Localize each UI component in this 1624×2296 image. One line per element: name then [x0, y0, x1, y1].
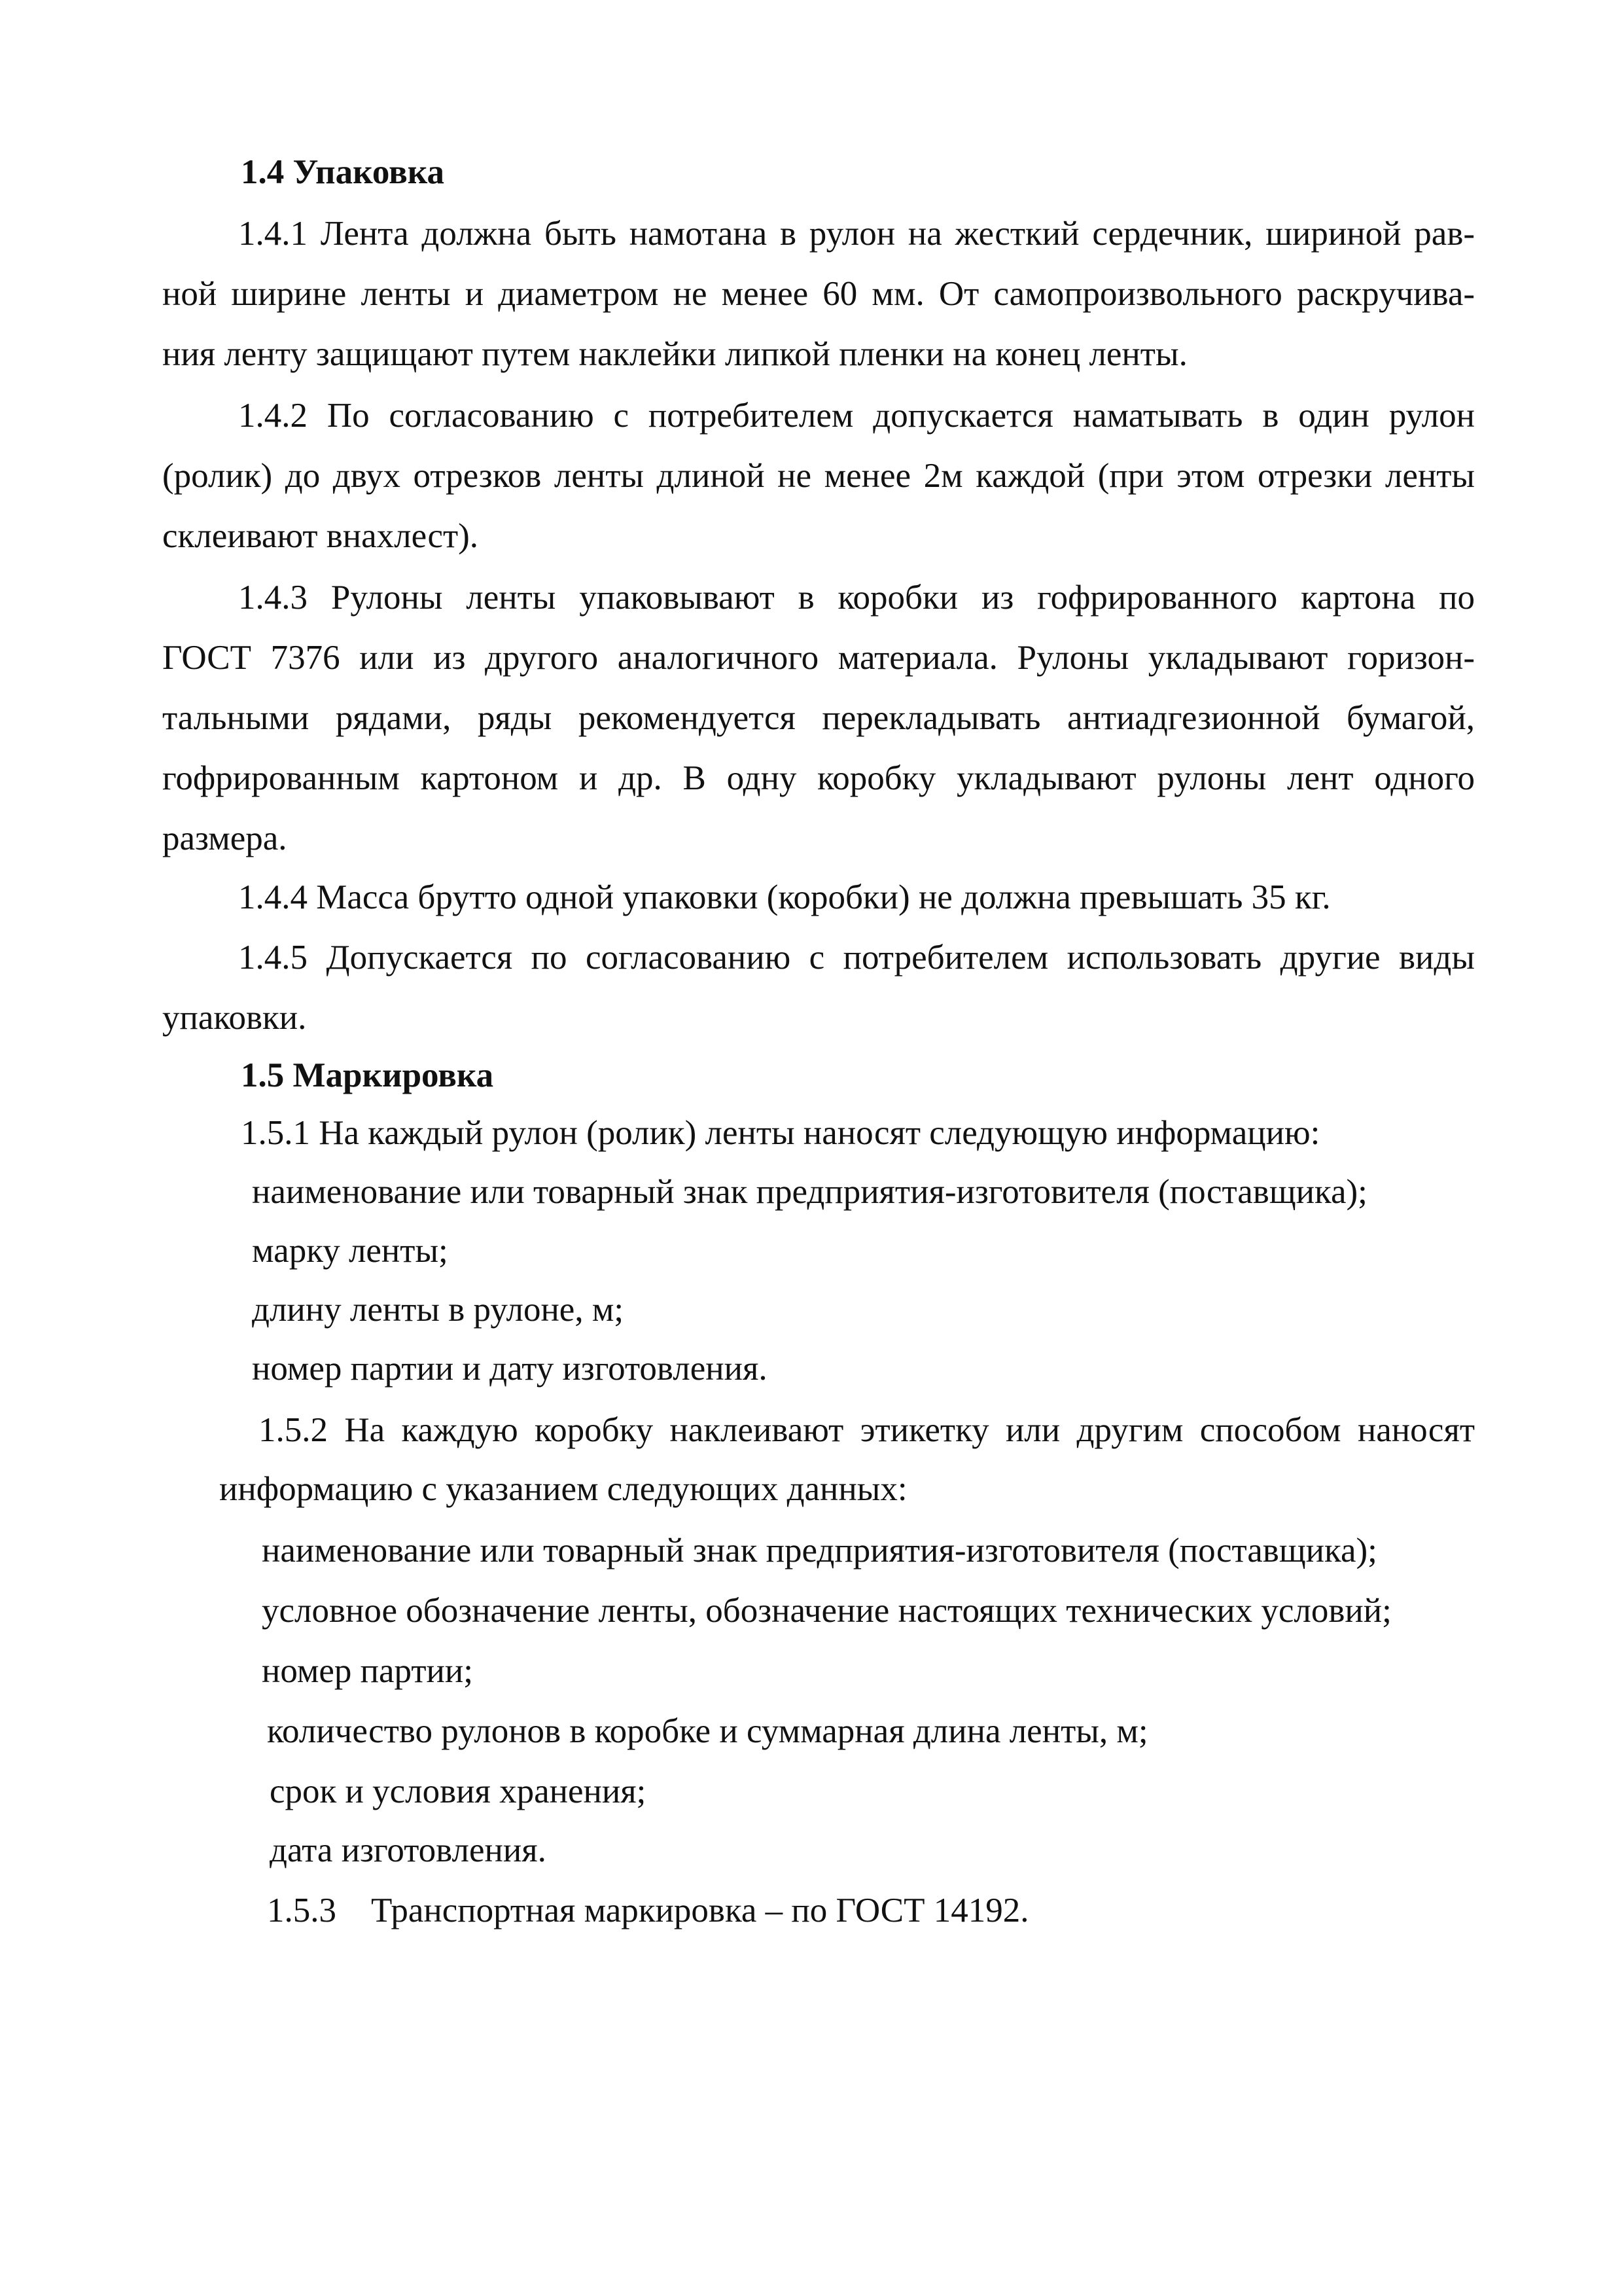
list-item-1-5-2-6: дата изготовления. [270, 1831, 546, 1869]
list-item-1-5-2-2: условное обозначение ленты, обозначение настоящих технических условий; [262, 1592, 1392, 1630]
paragraph-1-4-3-line-1: 1.4.3 Рулоны ленты упаковывают в коробки из гофрированного картона по [238, 579, 1475, 617]
paragraph-1-5-3: 1.5.3 Транспортная маркировка – по ГОСТ 14192. [267, 1892, 1029, 1929]
paragraph-1-4-4: 1.4.4 Масса брутто одной упаковки (коробки) не должна превышать 35 кг. [238, 878, 1331, 916]
paragraph-1-4-1-line-2: ной ширине ленты и диаметром не менее 60 мм. От самопроизвольного раскручива- [162, 275, 1475, 313]
paragraph-1-4-3-line-5: размера. [162, 819, 287, 857]
paragraph-1-4-1-line-3: ния ленту защищают путем наклейки липкой пленки на конец ленты. [162, 335, 1188, 373]
paragraph-1-4-5-line-1: 1.4.5 Допускается по согласованию с потребителем использовать другие виды [238, 939, 1475, 977]
paragraph-1-4-2-line-3: склеивают внахлест). [162, 517, 479, 555]
paragraph-1-5-2-line-1: 1.5.2 На каждую коробку наклеивают этикетку или другим способом наносят [258, 1411, 1475, 1449]
section-heading-marking: 1.5 Маркировка [241, 1056, 494, 1094]
list-item-1-5-2-3: номер партии; [262, 1652, 473, 1690]
list-item-1-5-2-4: количество рулонов в коробке и суммарная длина ленты, м; [267, 1712, 1148, 1750]
paragraph-1-4-3-line-3: тальными рядами, ряды рекомендуется перекладывать антиадгезионной бумагой, [162, 699, 1475, 737]
list-item-1-5-1-3: длину ленты в рулоне, м; [252, 1291, 624, 1329]
list-item-1-5-1-2: марку ленты; [252, 1232, 448, 1270]
list-item-1-5-1-1: наименование или товарный знак предприятия-изготовителя (поставщика); [252, 1173, 1368, 1211]
list-item-1-5-1-4: номер партии и дату изготовления. [252, 1350, 768, 1388]
paragraph-1-5-2-line-2: информацию с указанием следующих данных: [219, 1470, 908, 1508]
section-heading-packaging: 1.4 Упаковка [241, 153, 444, 191]
paragraph-1-4-2-line-1: 1.4.2 По согласованию с потребителем допускается наматывать в один рулон [238, 397, 1475, 435]
paragraph-1-4-3-line-4: гофрированным картоном и др. В одну коробку укладывают рулоны лент одного [162, 759, 1475, 797]
paragraph-1-4-2-line-2: (ролик) до двух отрезков ленты длиной не менее 2м каждой (при этом отрезки ленты [162, 457, 1475, 495]
paragraph-1-5-1: 1.5.1 На каждый рулон (ролик) ленты наносят следующую информацию: [241, 1114, 1320, 1152]
list-item-1-5-2-5: срок и условия хранения; [270, 1772, 646, 1810]
paragraph-1-4-3-line-2: ГОСТ 7376 или из другого аналогичного материала. Рулоны укладывают горизон- [162, 639, 1475, 677]
paragraph-1-4-5-line-2: упаковки. [162, 999, 307, 1037]
paragraph-1-4-1-line-1: 1.4.1 Лента должна быть намотана в рулон на жесткий сердечник, шириной рав- [238, 215, 1475, 253]
list-item-1-5-2-1: наименование или товарный знак предприятия-изготовителя (поставщика); [262, 1532, 1377, 1570]
